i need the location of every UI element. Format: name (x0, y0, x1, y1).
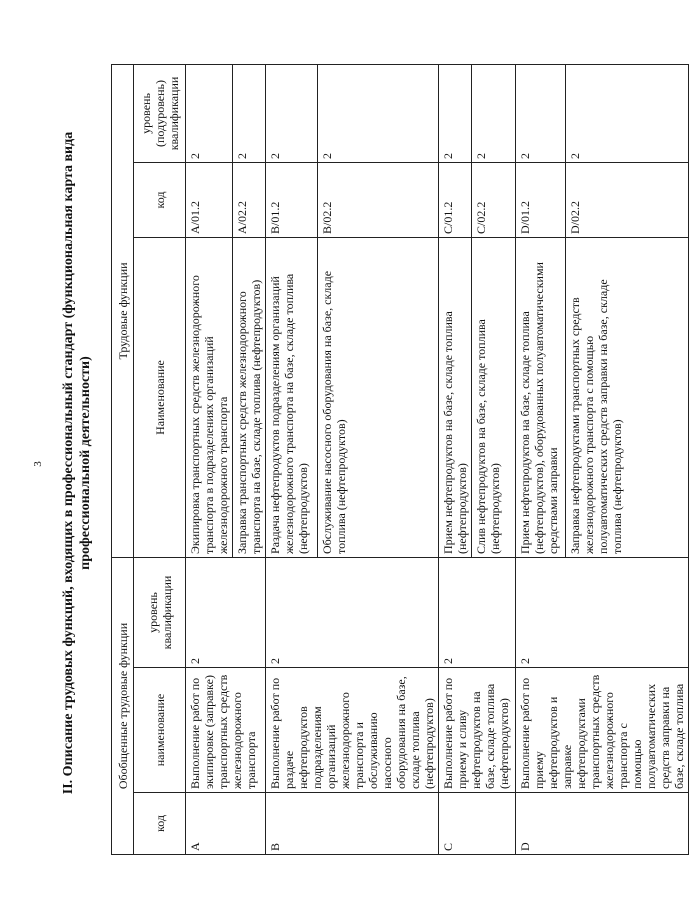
function-code: D/01.2 (516, 162, 566, 237)
header-code: код (134, 793, 186, 855)
header-level: уровень квалификации (134, 557, 186, 667)
function-level: 2 (565, 64, 688, 162)
row-level: 2 (266, 557, 439, 667)
header-tf-level: уровень (подуровень) квалификации (134, 64, 186, 162)
function-name: Слив нефтепродуктов на базе, складе топлива (нефтепродуктов) (472, 237, 516, 557)
row-code: B (266, 793, 439, 855)
section-title-line-2: профессиональной деятельности) (78, 356, 93, 570)
row-code: D (516, 793, 689, 855)
section-title-line-1: II. Описание трудовых функций, входящих в профессиональный стандарт (функциональная карта вида (61, 131, 76, 795)
header-tf-code: код (134, 162, 186, 237)
row-code: A (186, 793, 266, 855)
function-level: 2 (266, 64, 318, 162)
row-level: 2 (439, 557, 516, 667)
header-labor-functions: Трудовые функции (112, 64, 134, 557)
function-name: Заправка транспортных средств железнодорожного транспорта на базе, складе топлива (нефтепродуктов) (233, 237, 266, 557)
table-row (186, 64, 233, 854)
function-code: B/02.2 (318, 162, 439, 237)
function-code: B/01.2 (266, 162, 318, 237)
function-name: Раздача нефтепродуктов подразделениям организаций железнодорожного транспорта на базе, складе топлива (нефтепродуктов) (266, 237, 318, 557)
functional-map-table (111, 64, 689, 855)
function-name: Экипировка транспортных средств железнодорожного транспорта в подразделениях организаций железнодорожного транспорта (186, 237, 233, 557)
row-name: Выполнение работ по раздаче нефтепродуктов подразделениям организаций железнодорожного транспорта и обслуживанию насосного оборудования на базе, складе топлива (нефтепродуктов) (266, 668, 439, 793)
function-level: 2 (233, 64, 266, 162)
row-code: C (439, 793, 516, 855)
function-level: 2 (318, 64, 439, 162)
table-row (266, 64, 318, 854)
function-level: 2 (516, 64, 566, 162)
row-level: 2 (516, 557, 689, 667)
header-generalized-functions: Обобщенные трудовые функции (112, 557, 134, 854)
function-level: 2 (186, 64, 233, 162)
function-level: 2 (472, 64, 516, 162)
function-level: 2 (439, 64, 472, 162)
header-tf-name: Наименование (134, 237, 186, 557)
function-name: Прием нефтепродуктов на базе, складе топлива (нефтепродуктов) (439, 237, 472, 557)
function-code: C/01.2 (439, 162, 472, 237)
function-code: C/02.2 (472, 162, 516, 237)
function-name: Прием нефтепродуктов на базе, складе топлива (нефтепродуктов), оборудованных полуавтоматическими средствами заправки (516, 237, 566, 557)
row-level: 2 (186, 557, 266, 667)
section-title (60, 78, 94, 848)
function-name: Заправка нефтепродуктами транспортных средств железнодорожного транспорта с помощью полуавтоматических средств заправки на базе, складе топлива (нефтепродуктов) (565, 237, 688, 557)
rotated-table-container (111, 65, 686, 855)
header-name: наименование (134, 668, 186, 793)
function-code: D/02.2 (565, 162, 688, 237)
row-name: Выполнение работ по экипировке (заправке) транспортных средств железнодорожного транспорта (186, 668, 266, 793)
row-name: Выполнение работ по приему и сливу нефтепродуктов на базе, складе топлива (нефтепродуктов) (439, 668, 516, 793)
page-number: 3 (32, 461, 44, 467)
table-row (516, 64, 566, 854)
function-name: Обслуживание насосного оборудования на базе, складе топлива (нефтепродуктов) (318, 237, 439, 557)
function-code: A/01.2 (186, 162, 233, 237)
row-name: Выполнение работ по приему нефтепродуктов и заправке нефтепродуктами транспортных средств железнодорожного транспорта с помощью полуавтоматических средств заправки на базе, складе топлива (516, 668, 689, 793)
table-row (439, 64, 472, 854)
function-code: A/02.2 (233, 162, 266, 237)
